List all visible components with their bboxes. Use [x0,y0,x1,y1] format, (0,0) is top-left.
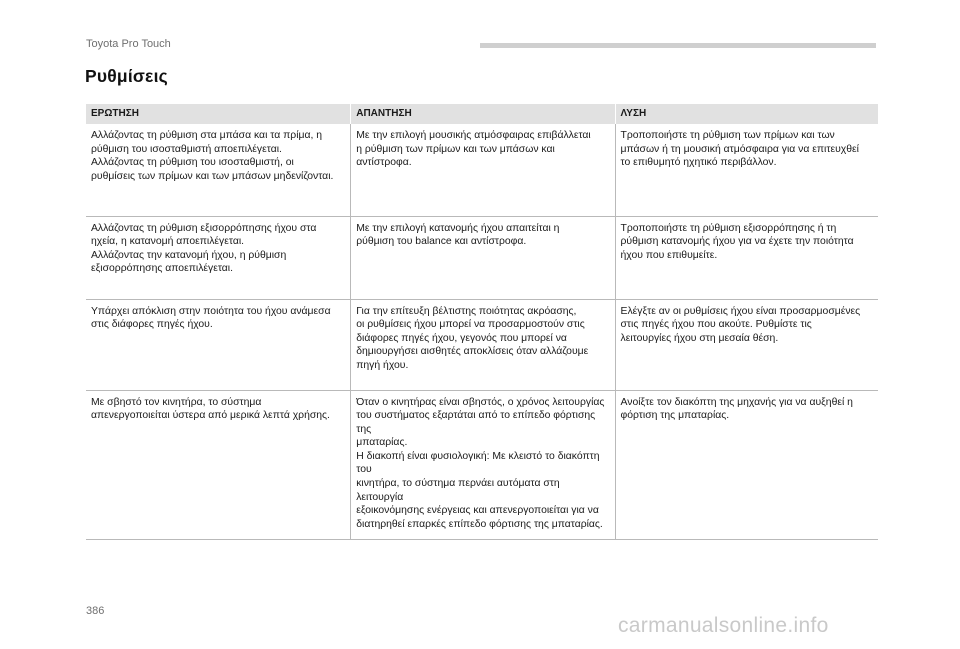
answer-text: Όταν ο κινητήρας είναι σβηστός, ο χρόνος λειτουργίας του συστήματος εξαρτάται από το επίπεδο φόρτισης της μπαταρίας. Η διακοπή είναι φυσιολογική: Με κλειστό το διακόπτη του κινητήρα, το σύστημα περνάει αυτόματα στη λειτουργία εξοικονόμησης ενέργειας και απενεργοποιείται για να διατηρηθεί επαρκές επίπεδο φόρτισης της μπαταρίας. [356,396,605,530]
column-header-answer: ΑΠΑΝΤΗΣΗ [351,104,615,124]
table-row [86,124,878,216]
column-header-question: ΕΡΩΤΗΣΗ [86,104,351,124]
column-header-solution: ΛΥΣΗ [615,104,878,124]
solution-text: Ελέγξτε αν οι ρυθμίσεις ήχου είναι προσαρμοσμένες στις πηγές ήχου που ακούτε. Ρυθμίστε τις λειτουργίες ήχου στη μεσαία θέση. [620,305,861,344]
solution-text: Τροποποιήστε τη ρύθμιση των πρίμων και των μπάσων ή τη μουσική ατμόσφαιρα για να επιτευχθεί το επιθυμητό ηχητικό περιβάλλον. [620,130,859,169]
question-cell [86,124,351,216]
answer-cell [351,390,615,540]
answer-text: Με την επιλογή κατανομής ήχου απαιτείται η ρύθμιση του balance και αντίστροφα. [356,222,560,248]
question-text: Αλλάζοντας τη ρύθμιση εξισορρόπησης ήχου στα ηχεία, η κατανομή αποεπιλέγεται. Αλλάζοντας την κατανομή ήχου, η ρύθμιση εξισορρόπησης αποεπιλέγεται. [91,222,317,275]
solution-cell [615,216,878,299]
solution-cell [615,390,878,540]
page-title: Ρυθμίσεις [85,66,168,86]
answer-text: Για την επίτευξη βέλτιστης ποιότητας ακρόασης, οι ρυθμίσεις ήχου μπορεί να προσαρμοστούν στις διάφορες πηγές ήχου, γεγονός που μπορεί να δημιουργήσει αισθητές αποκλίσεις όταν αλλάζουμε πηγή ήχου. [356,305,589,371]
table-header-row [86,104,878,124]
page-number: 386 [86,605,105,617]
question-text: Υπάρχει απόκλιση στην ποιότητα του ήχου ανάμεσα στις διάφορες πηγές ήχου. [91,305,331,331]
table-row [86,216,878,299]
header-divider-bar [480,43,876,48]
table-row [86,390,878,540]
answer-cell [351,124,615,216]
answer-text: Με την επιλογή μουσικής ατμόσφαιρας επιβάλλεται η ρύθμιση των πρίμων και των μπάσων και αντίστροφα. [356,130,591,169]
answer-cell [351,216,615,299]
manual-header-brand: Toyota Pro Touch [86,38,171,50]
solution-cell [615,124,878,216]
question-cell [86,216,351,299]
solution-cell [615,299,878,390]
question-text: Με σβηστό τον κινητήρα, το σύστημα απενεργοποιείται ύστερα από μερικά λεπτά χρήσης. [91,396,330,422]
solution-text: Τροποποιήστε τη ρύθμιση εξισορρόπησης ή τη ρύθμιση κατανομής ήχου για να έχετε την ποιότητα ήχου που επιθυμείτε. [620,222,854,261]
question-cell [86,299,351,390]
watermark: carmanualsonline.info [618,614,829,637]
question-text: Αλλάζοντας τη ρύθμιση στα μπάσα και τα πρίμα, η ρύθμιση του ισοσταθμιστή αποεπιλέγεται. Αλλάζοντας τη ρύθμιση του ισοσταθμιστή, οι ρυθμίσεις των πρίμων και των μπάσων μηδενίζονται. [91,130,334,182]
solution-text: Ανοίξτε τον διακόπτη της μηχανής για να αυξηθεί η φόρτιση της μπαταρίας. [620,396,853,422]
question-cell [86,390,351,540]
faq-table [86,104,878,540]
table-row [86,299,878,390]
answer-cell [351,299,615,390]
